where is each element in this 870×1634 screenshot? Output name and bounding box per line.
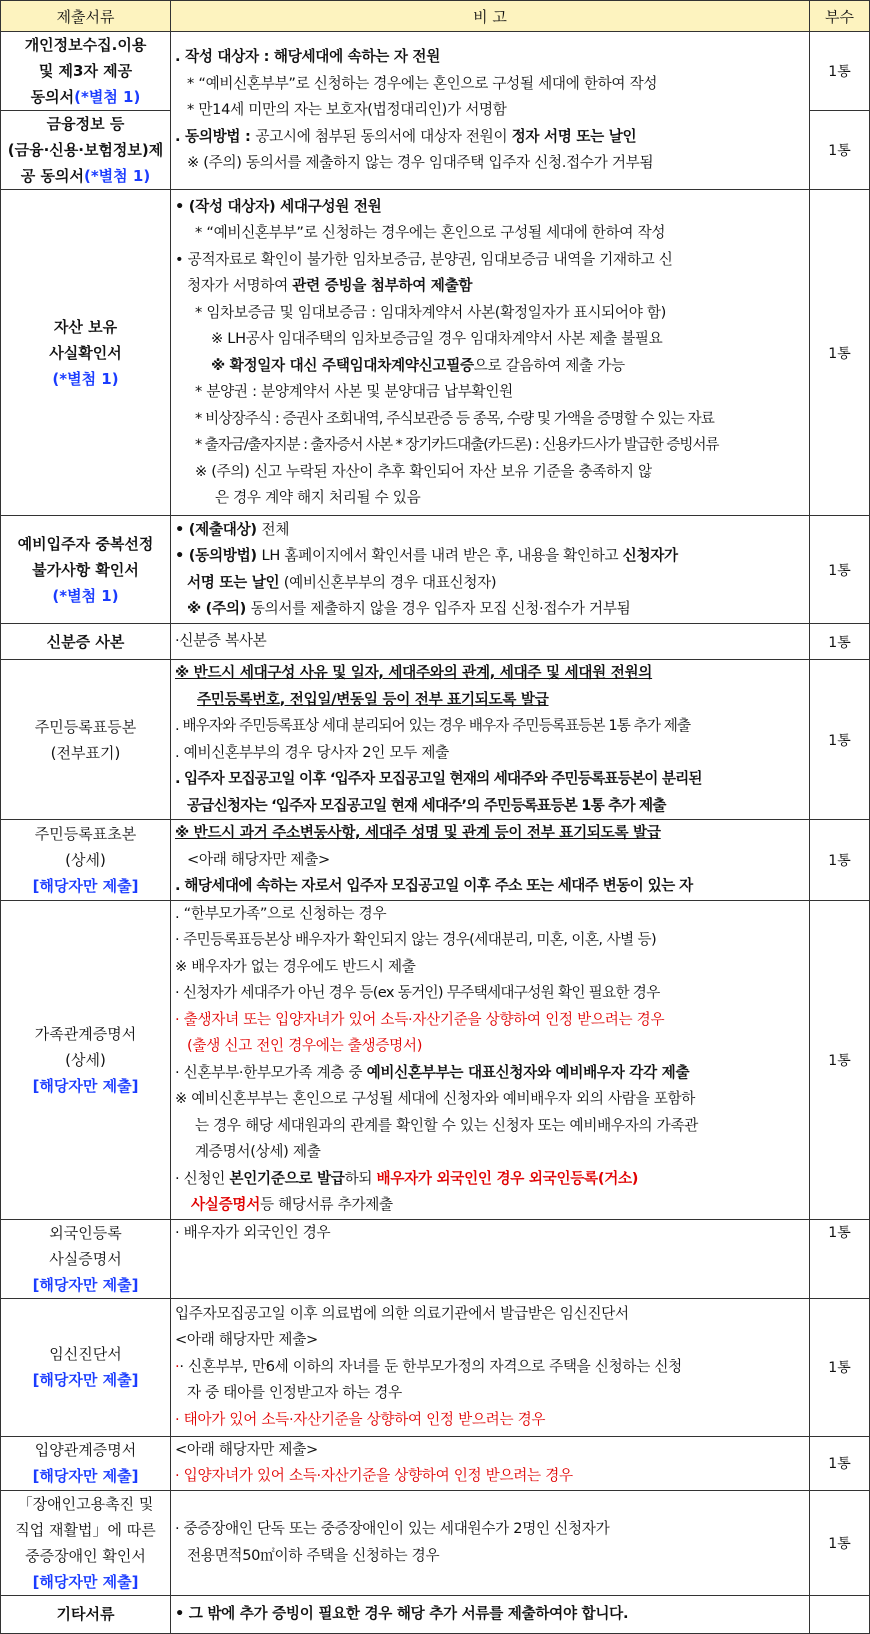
count: 1통 [810,190,870,516]
doc-name: 예비입주자 중복선정 불가사항 확인서 (*별첨 1) [1,516,171,624]
count: 1통 [810,820,870,901]
count: 1통 [810,1219,870,1298]
note-cell: • (작성 대상자) 세대구성원 전원 * “예비신혼부부”로 신청하는 경우에는 혼인으로 구성될 세대에 한하여 작성 • 공적자료로 확인이 불가한 임차보증금, 분양권, 임대보증금 내역을 기재하고 신 청자가 서명하여 관련 증빙을 첨부하여 제출함 * 임차보증금 및 임대보증금 : 임대차계약서 사본(확정일자가 표시되어야 함) ※ LH공사 임대주택의 임차보증금일 경우 임대차계약서 사본 제출 불필요 ※ 확정일자 대신 주택임대차계약신고필증으로 갈음하여 제출 가능 * 분양권 : 분양계약서 사본 및 분양대금 납부확인원 * 비상장주식 : 증권사 조회내역, 주식보관증 등 종목, 수량 및 가액을 증명할 수 있는 자료 * 출자금/출자지분 : 출자증서 사본 * 장기카드대출(카드론) : 신용카드사가 발급한 증빙서류 ※ (주의) 신고 누락된 자산이 추후 확인되어 자산 보유 기준을 충족하지 않 은 경우 계약 해지 처리될 수 있음 [171,190,810,516]
count: 1통 [810,900,870,1219]
header-note: 비 고 [171,1,810,32]
table-row [1,1490,870,1595]
table-row [1,516,870,624]
table-row [1,1219,870,1298]
note-cell: · 배우자가 외국인인 경우 [171,1219,810,1298]
note-cell: • 그 밖에 추가 증빙이 필요한 경우 해당 추가 서류를 제출하여야 합니다. [171,1595,810,1633]
header-count: 부수 [810,1,870,32]
note-cell: . “한부모가족”으로 신청하는 경우 · 주민등록표등본상 배우자가 확인되지 않는 경우(세대분리, 미혼, 이혼, 사별 등) ※ 배우자가 없는 경우에도 반드시 제출 · 신청자가 세대주가 아닌 경우 등(ex 동거인) 무주택세대구성원 확인 필요한 경우 · 출생자녀 또는 입양자녀가 있어 소득·자산기준을 상향하여 인정 받으려는 경우 (출생 신고 전인 경우에는 출생증명서) · 신혼부부·한부모가족 계층 중 예비신혼부부는 대표신청자와 예비배우자 각각 제출 ※ 예비신혼부부는 혼인으로 구성될 세대에 신청자와 예비배우자 외의 사람을 포함하 는 경우 해당 세대원과의 관계를 확인할 수 있는 신청자 또는 예비배우자의 가족관 계증명서(상세) 제출 · 신청인 본인기준으로 발급하되 배우자가 외국인인 경우 외국인등록(거소) 사실증명서등 해당서류 추가제출 [171,900,810,1219]
doc-name: 자산 보유 사실확인서 (*별첨 1) [1,190,171,516]
table-row [1,1595,870,1633]
count [810,1595,870,1633]
table-row [1,660,870,820]
note-cell: ·신분증 복사본 [171,624,810,660]
count: 1통 [810,32,870,111]
doc-name: 신분증 사본 [1,624,171,660]
count: 1통 [810,660,870,820]
note-cell: • (제출대상) 전체 • (동의방법) LH 홈페이지에서 확인서를 내려 받은 후, 내용을 확인하고 신청자가 서명 또는 날인 (예비신혼부부의 경우 대표신청자) ※ (주의) 동의서를 제출하지 않을 경우 입주자 모집 신청·접수가 거부됨 [171,516,810,624]
doc-name: 「장애인고용촉진 및 직업 재활법」에 따른 중증장애인 확인서 [해당자만 제출] [1,1490,171,1595]
doc-name: 가족관계증명서 (상세) [해당자만 제출] [1,900,171,1219]
header-row [1,1,870,32]
doc-name: 개인정보수집.이용 및 제3자 제공 동의서(*별첨 1) [1,32,171,111]
count: 1통 [810,1298,870,1436]
doc-name: 주민등록표초본 (상세) [해당자만 제출] [1,820,171,901]
doc-name: 임신진단서 [해당자만 제출] [1,1298,171,1436]
count: 1통 [810,624,870,660]
table-row [1,190,870,516]
doc-name: 입양관계증명서 [해당자만 제출] [1,1436,171,1490]
table-row [1,900,870,1219]
count: 1통 [810,1436,870,1490]
doc-name: 외국인등록 사실증명서 [해당자만 제출] [1,1219,171,1298]
table-row [1,1298,870,1436]
table-row [1,1436,870,1490]
note-cell: . 작성 대상자 : 해당세대에 속하는 자 전원 * “예비신혼부부”로 신청하는 경우에는 혼인으로 구성될 세대에 한하여 작성 * 만14세 미만의 자는 보호자(법정대리인)가 서명함 . 동의방법 : 공고시에 첨부된 동의서에 대상자 전원이 정자 서명 또는 날인 ※ (주의) 동의서를 제출하지 않는 경우 임대주택 입주자 신청.접수가 거부됨 [171,32,810,190]
count: 1통 [810,1490,870,1595]
note-cell: 입주자모집공고일 이후 의료법에 의한 의료기관에서 발급받은 임신진단서 <아래 해당자만 제출> ·· 신혼부부, 만6세 이하의 자녀를 둔 한부모가정의 자격으로 주택을 신청하는 신청 자 중 태아를 인정받고자 하는 경우 · 태아가 있어 소득·자산기준을 상향하여 인정 받으려는 경우 [171,1298,810,1436]
count: 1통 [810,111,870,190]
doc-name: 금융정보 등 (금융·신용·보험정보)제 공 동의서(*별첨 1) [1,111,171,190]
table-row [1,820,870,901]
note-cell: ※ 반드시 과거 주소변동사항, 세대주 성명 및 관계 등이 전부 표기되도록 발급 <아래 해당자만 제출> . 해당세대에 속하는 자로서 입주자 모집공고일 이후 주소 또는 세대주 변동이 있는 자 [171,820,810,901]
header-document: 제출서류 [1,1,171,32]
note-cell: · 중증장애인 단독 또는 중증장애인이 있는 세대원수가 2명인 신청자가 전용면적50㎡이하 주택을 신청하는 경우 [171,1490,810,1595]
table-row [1,32,870,111]
table-row [1,624,870,660]
note-cell: <아래 해당자만 제출> · 입양자녀가 있어 소득·자산기준을 상향하여 인정 받으려는 경우 [171,1436,810,1490]
doc-name: 기타서류 [1,1595,171,1633]
count: 1통 [810,516,870,624]
doc-name: 주민등록표등본 (전부표기) [1,660,171,820]
note-cell: ※ 반드시 세대구성 사유 및 일자, 세대주와의 관계, 세대주 및 세대원 전원의 주민등록번호, 전입일/변동일 등이 전부 표기되도록 발급 . 배우자와 주민등록표상 세대 분리되어 있는 경우 배우자 주민등록표등본 1통 추가 제출 . 예비신혼부부의 경우 당사자 2인 모두 제출 . 입주자 모집공고일 이후 ‘입주자 모집공고일 현재의 세대주와 주민등록표등본이 분리된 공급신청자는 ‘입주자 모집공고일 현재 세대주’의 주민등록표등본 1통 추가 제출 [171,660,810,820]
